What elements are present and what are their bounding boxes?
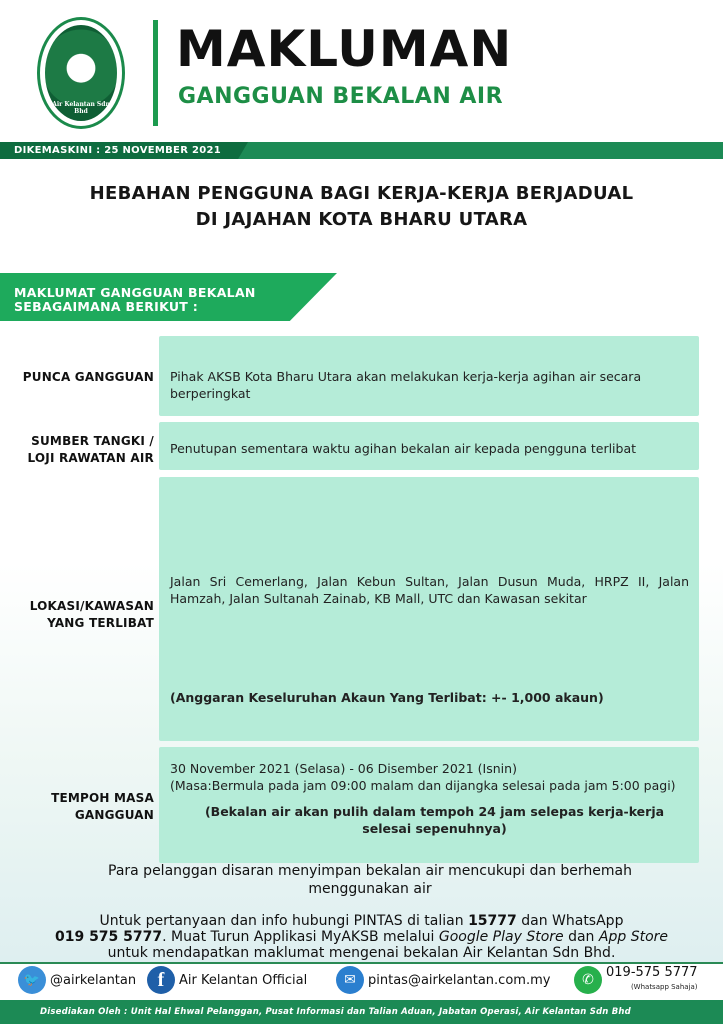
logo-text: Air Kelantan Sdn Bhd	[52, 101, 110, 115]
footer: Disediakan Oleh : Unit Hal Ehwal Pelanggan, Pusat Informasi dan Talian Aduan, Jabatan Operasi, Air Kelantan Sdn Bhd	[0, 1000, 723, 1024]
facebook-page: Air Kelantan Official	[179, 972, 308, 988]
whatsapp-link[interactable]	[574, 966, 698, 994]
whatsapp-phone: 019-575 5777	[606, 965, 698, 980]
contact-line-1	[0, 913, 723, 929]
contact-text: . Muat Turun Applikasi MyAKSB melalui	[162, 929, 439, 945]
section-banner-text: MAKLUMAT GANGGUAN BEKALAN SEBAGAIMANA BERIKUT :	[14, 285, 256, 314]
twitter-icon: 🐦	[18, 966, 46, 994]
lokasi-account-note: (Anggaran Keseluruhan Akaun Yang Terlibat: +- 1,000 akaun)	[170, 690, 604, 705]
sumber-label: SUMBER TANGKI / LOJI RAWATAN AIR	[27, 434, 154, 465]
punca-box	[159, 336, 699, 416]
contact-text: Untuk pertanyaan dan info hubungi PINTAS di talian	[99, 913, 469, 929]
whatsapp-note: (Whatsapp Sahaja)	[630, 983, 698, 991]
email-icon: ✉	[336, 966, 364, 994]
facebook-icon: f	[147, 966, 175, 994]
lokasi-value: Jalan Sri Cemerlang, Jalan Kebun Sultan, Jalan Dusun Muda, HRPZ II, Jalan Hamzah, Jalan Sultanah Zainab, KB Mall, UTC dan Kawasan sekitar	[170, 574, 689, 606]
contact-text: dan	[563, 929, 599, 945]
lokasi-box	[159, 477, 699, 741]
page-title: MAKLUMAN	[176, 20, 513, 78]
advice-text: Para pelanggan disaran menyimpan bekalan air mencukupi dan berhemah menggunakan air	[108, 863, 632, 897]
app-store-link[interactable]: App Store	[598, 929, 669, 945]
facebook-link[interactable]	[147, 966, 307, 994]
twitter-handle: @airkelantan	[50, 972, 137, 988]
pintas-number: 15777	[468, 913, 517, 929]
company-logo	[37, 17, 125, 129]
whatsapp-icon: ✆	[574, 966, 602, 994]
contact-info	[0, 913, 723, 961]
twitter-link[interactable]	[18, 966, 136, 994]
punca-label: PUNCA GANGGUAN	[22, 370, 154, 384]
logo-emblem	[45, 25, 117, 121]
notice-heading: HEBAHAN PENGGUNA BAGI KERJA-KERJA BERJADUAL DI JAJAHAN KOTA BHARU UTARA	[89, 183, 634, 230]
whatsapp-contact	[606, 966, 698, 994]
sumber-value: Penutupan sementara waktu agihan bekalan air kepada pengguna terlibat	[170, 441, 637, 456]
tempoh-dates: 30 November 2021 (Selasa) - 06 Disember 2021 (Isnin)	[170, 761, 517, 776]
email-address: pintas@airkelantan.com.my	[368, 972, 551, 988]
whatsapp-number: 019 575 5777	[54, 929, 163, 945]
google-play-link[interactable]: Google Play Store	[438, 929, 564, 945]
tempoh-box	[159, 747, 699, 863]
tempoh-time: (Masa:Bermula pada jam 09:00 malam dan dijangka selesai pada jam 5:00 pagi)	[170, 778, 676, 793]
tempoh-restore-note: (Bekalan air akan pulih dalam tempoh 24 jam selepas kerja-kerja selesai sepenuhnya)	[204, 804, 665, 836]
contact-line-3: untuk mendapatkan maklumat mengenai bekalan Air Kelantan Sdn Bhd.	[107, 945, 616, 961]
sumber-box	[159, 422, 699, 470]
page-subtitle: GANGGUAN BEKALAN AIR	[178, 84, 504, 109]
updated-date: DIKEMASKINI : 25 NOVEMBER 2021	[14, 145, 222, 156]
email-link[interactable]	[336, 966, 550, 994]
contact-line-2	[0, 929, 723, 945]
contact-text: dan WhatsApp	[516, 913, 624, 929]
lokasi-label: LOKASI/KAWASAN YANG TERLIBAT	[29, 599, 154, 630]
punca-value: Pihak AKSB Kota Bharu Utara akan melakukan kerja-kerja agihan air secara berperingkat	[170, 369, 642, 401]
tempoh-label: TEMPOH MASA GANGGUAN	[51, 791, 154, 822]
header-divider	[153, 20, 158, 126]
